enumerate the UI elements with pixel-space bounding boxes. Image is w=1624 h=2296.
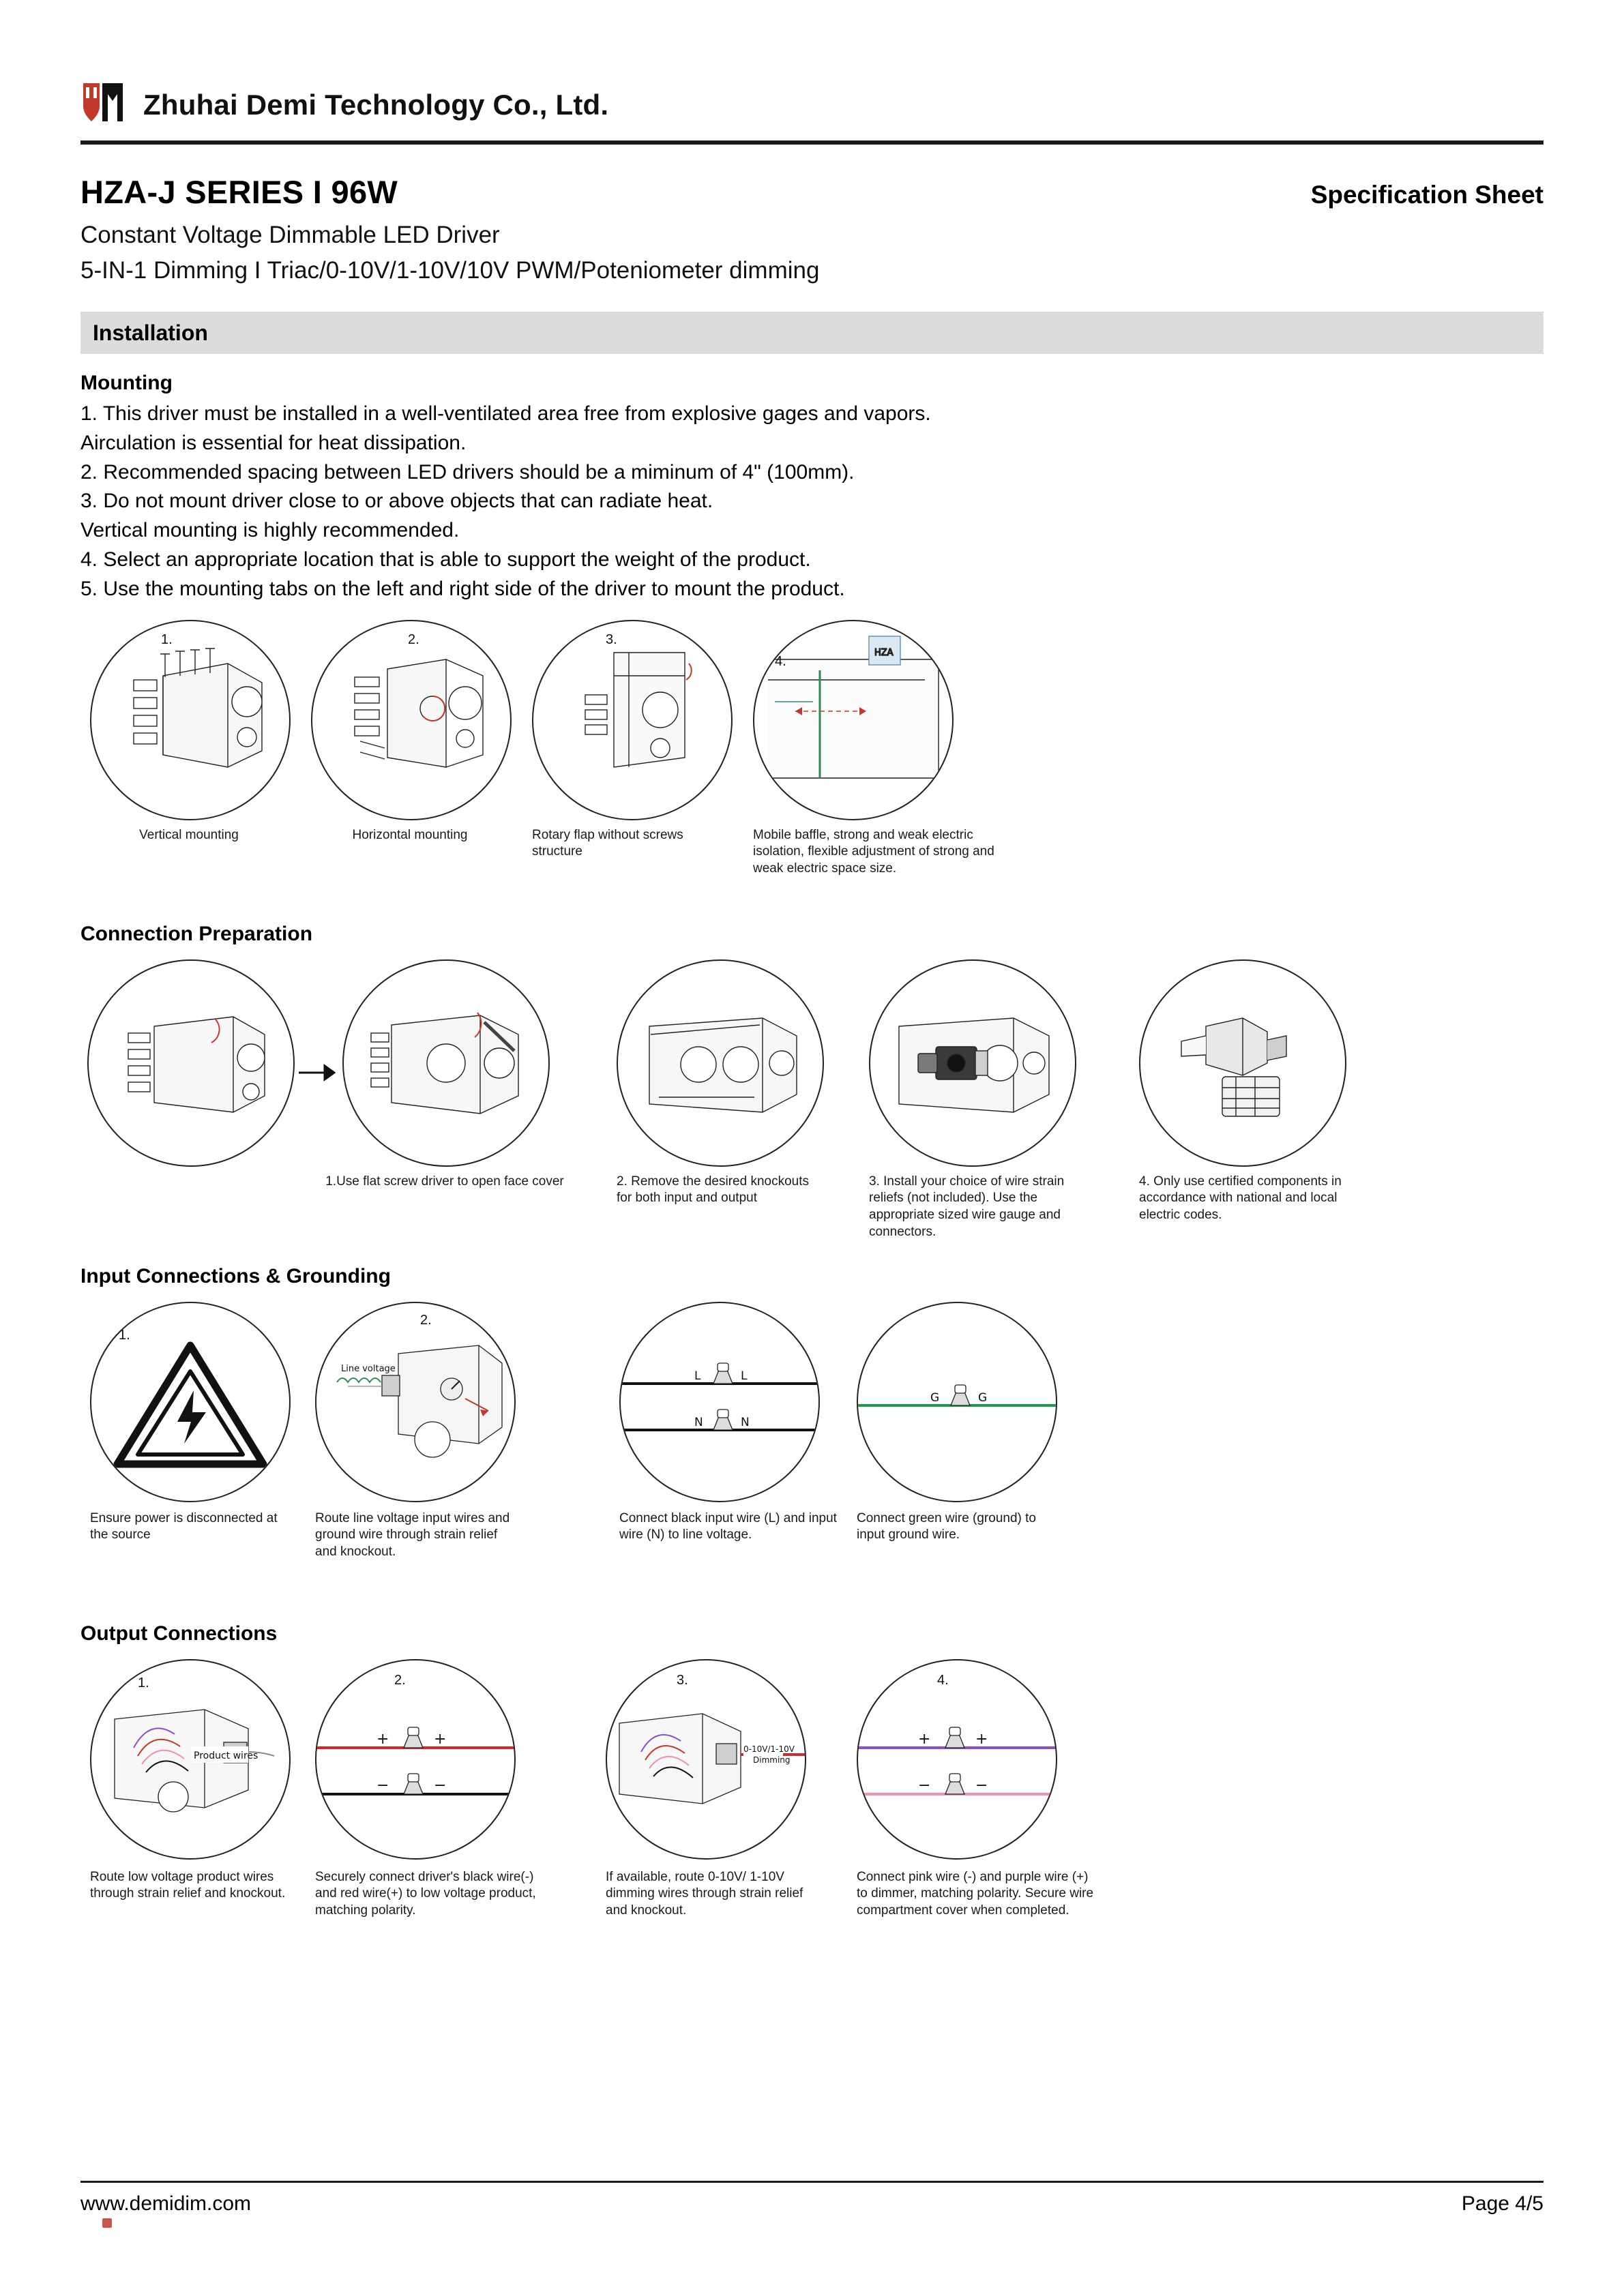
mounting-line-3: 2. Recommended spacing between LED drivers should be a miminum of 4" (100mm). — [80, 460, 855, 483]
svg-text:−: − — [377, 1776, 389, 1794]
output-caption-1: Route low voltage product wires through strain relief and knockout. — [90, 1869, 286, 1901]
svg-text:Line voltage: Line voltage — [341, 1363, 396, 1374]
document-header — [80, 0, 1544, 145]
connection-prep-figure-2 — [325, 959, 622, 1191]
mounting-caption-2: Horizontal mounting — [352, 827, 468, 842]
subheading-mounting: Mounting — [80, 372, 173, 394]
input-caption-3: Connect black input wire (L) and input wire (N) to line voltage. — [619, 1510, 837, 1542]
demi-logo-icon — [80, 80, 126, 130]
mounting-line-7: 5. Use the mounting tabs on the left and right side of the driver to mount the product. — [80, 577, 845, 600]
svg-text:+: + — [975, 1730, 988, 1748]
svg-text:G: G — [978, 1390, 988, 1405]
svg-text:−: − — [434, 1776, 447, 1794]
subheading-connection-preparation: Connection Preparation — [80, 922, 313, 945]
output-figure-4 — [857, 1659, 1102, 1920]
product-subtitle-2: 5-IN-1 Dimming I Triac/0-10V/1-10V/10V PWM/Poteniometer dimming — [80, 257, 820, 284]
svg-text:Product wires: Product wires — [194, 1750, 259, 1761]
input-figure-1 — [90, 1302, 295, 1544]
svg-text:L: L — [694, 1369, 701, 1383]
mounting-line-2: Airculation is essential for heat dissipation. — [80, 431, 467, 454]
connection-prep-caption-1: 1.Use flat screw driver to open face cover — [325, 1174, 564, 1189]
footer-accent-mark — [102, 2218, 112, 2228]
connection-prep-caption-2: 2. Remove the desired knockouts for both input and output — [617, 1174, 809, 1206]
product-subtitle: Constant Voltage Dimmable LED Driver — [80, 222, 500, 248]
input-figure-2 — [315, 1302, 520, 1561]
page-title: HZA-J SERIES I 96W — [80, 174, 398, 210]
mounting-line-4: 3. Do not mount driver close to or above objects that can radiate heat. — [80, 490, 713, 513]
mounting-line-5: Vertical mounting is highly recommended. — [80, 519, 460, 542]
input-figure-3 — [619, 1302, 844, 1544]
svg-text:L: L — [741, 1369, 748, 1383]
company-name: Zhuhai Demi Technology Co., Ltd. — [143, 89, 609, 121]
connection-prep-figure-4 — [869, 959, 1094, 1241]
output-figure-1 — [90, 1659, 295, 1903]
input-caption-1: Ensure power is disconnected at the source — [90, 1510, 278, 1542]
output-connection-figures — [80, 1655, 1544, 1948]
figure-number: 3. — [637, 1316, 649, 1332]
output-caption-3: If available, route 0-10V/ 1-10V dimming wires through strain relief and knockout. — [606, 1869, 803, 1918]
figure-number: 1. — [138, 1675, 149, 1690]
svg-text:+: + — [434, 1730, 447, 1748]
mounting-instructions — [80, 400, 1544, 603]
figure-number: 1. — [161, 631, 173, 647]
footer-page-number: Page 4/5 — [1461, 2192, 1544, 2215]
svg-text:0-10V/1-10V: 0-10V/1-10V — [743, 1744, 795, 1754]
input-connection-figures — [80, 1298, 1544, 1618]
svg-text:+: + — [918, 1730, 931, 1748]
figure-number: 2. — [394, 1672, 406, 1688]
title-row — [80, 173, 1544, 211]
figure-number: 3. — [606, 631, 617, 647]
connection-prep-figure-5 — [1139, 959, 1364, 1224]
input-caption-4: Connect green wire (ground) to input ground wire. — [857, 1510, 1036, 1542]
mounting-caption-4: Mobile baffle, strong and weak electric isolation, flexible adjustment of strong and weak electric space size. — [753, 827, 994, 876]
svg-text:N: N — [741, 1415, 750, 1429]
output-caption-4: Connect pink wire (-) and purple wire (+) to dimmer, matching polarity. Secure wire compartment cover when completed. — [857, 1869, 1094, 1918]
input-caption-2: Route line voltage input wires and ground wire through strain relief and knockout. — [315, 1510, 510, 1559]
figure-number: 4. — [937, 1672, 949, 1688]
svg-text:−: − — [975, 1776, 988, 1794]
connection-prep-figure-3 — [617, 959, 824, 1207]
footer-website[interactable]: www.demidim.com — [80, 2192, 252, 2215]
output-figure-3 — [606, 1659, 824, 1920]
connection-prep-caption-3: 3. Install your choice of wire strain reliefs (not included). Use the appropriate sized wire gauge and connectors. — [869, 1174, 1065, 1239]
mounting-figures — [80, 613, 1544, 899]
figure-number: 3. — [677, 1672, 688, 1688]
document-footer — [80, 2181, 1544, 2216]
section-header-label: Installation — [93, 320, 208, 345]
mounting-figure-1 — [90, 620, 291, 844]
svg-text:N: N — [694, 1415, 703, 1429]
output-figure-2 — [315, 1659, 540, 1920]
connection-prep-figures — [80, 955, 1544, 1242]
mounting-caption-3: Rotary flap without screws structure — [532, 827, 683, 859]
mounting-figure-4 — [753, 620, 999, 878]
arrow-right-icon — [297, 1063, 336, 1086]
connection-prep-figure-1 — [87, 959, 295, 1167]
input-figure-4 — [857, 1302, 1061, 1544]
subheading-output-connections: Output Connections — [80, 1622, 278, 1645]
section-header-installation — [80, 312, 1544, 354]
document-type: Specification Sheet — [1310, 181, 1544, 209]
figure-number: 2. — [408, 631, 419, 647]
mounting-line-6: 4. Select an appropriate location that is able to support the weight of the product. — [80, 548, 811, 571]
svg-text:HZA: HZA — [874, 647, 894, 658]
subheading-input-connections: Input Connections & Grounding — [80, 1264, 391, 1287]
figure-number: 4. — [775, 653, 786, 669]
output-caption-2: Securely connect driver's black wire(-) and red wire(+) to low voltage product, matching polarity. — [315, 1869, 536, 1918]
mounting-line-1: 1. This driver must be installed in a well-ventilated area free from explosive gages and vapors. — [80, 402, 931, 425]
connection-prep-caption-4: 4. Only use certified components in accordance with national and local electric codes. — [1139, 1174, 1342, 1222]
figure-number: 2. — [420, 1312, 432, 1328]
svg-text:−: − — [918, 1776, 931, 1794]
svg-text:+: + — [377, 1730, 389, 1748]
figure-number: 4. — [874, 1316, 886, 1332]
figure-number: 1. — [119, 1327, 130, 1343]
mounting-caption-1: Vertical mounting — [139, 827, 239, 842]
svg-text:G: G — [930, 1390, 940, 1405]
mounting-figure-2 — [311, 620, 512, 844]
svg-text:Dimming: Dimming — [753, 1755, 791, 1765]
mounting-figure-3 — [532, 620, 737, 861]
